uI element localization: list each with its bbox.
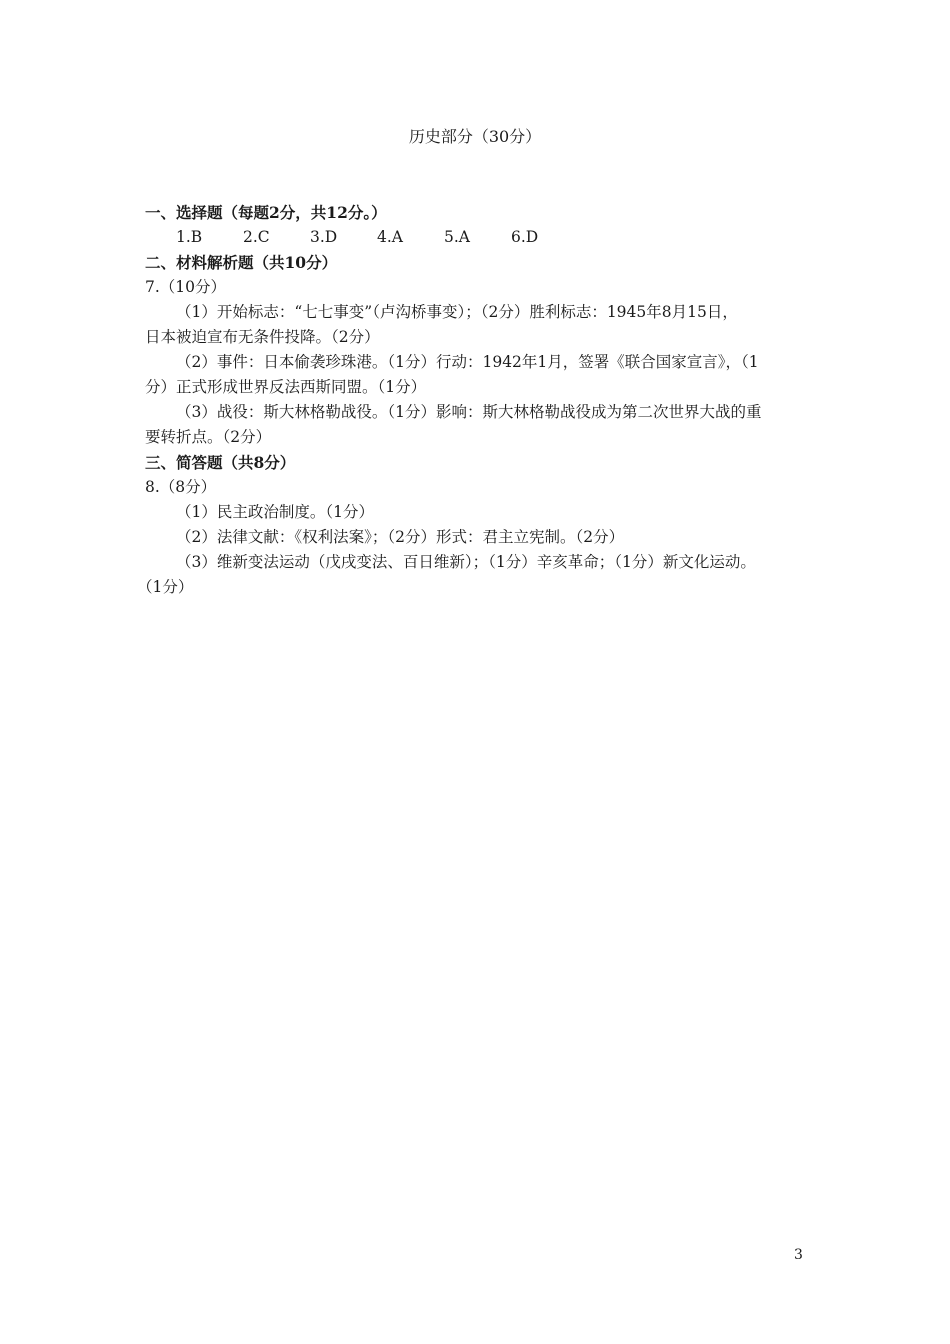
q7-part1-line2: 日本被迫宣布无条件投降。（2分） [145, 328, 380, 346]
q7-part1-line1: （1）开始标志：“七七事变”（卢沟桥事变）；（2分）胜利标志：1945年8月15日， [176, 303, 738, 321]
answer-content [137, 200, 813, 600]
q8-part2: （2）法律文献：《权利法案》；（2分）形式：君主立宪制。（2分） [176, 528, 625, 546]
answer-6: 6.D [511, 228, 539, 246]
q8-part3-line1: （3）维新变法运动（戊戌变法、百日维新）；（1分）辛亥革命；（1分）新文化运动。 [176, 553, 756, 571]
question-8-label: 8.（8分） [145, 478, 217, 496]
section1-heading: 一、选择题（每题2分，共12分。） [145, 203, 387, 222]
q8-part1: （1）民主政治制度。（1分） [176, 503, 374, 521]
q8-part3-line2: （1分） [137, 578, 194, 596]
q7-part3-line1: （3）战役：斯大林格勒战役。（1分）影响：斯大林格勒战役成为第二次世界大战的重 [176, 403, 762, 421]
q7-part2-line2: 分）正式形成世界反法西斯同盟。（1分） [145, 378, 427, 396]
answer-2: 2.C [243, 228, 270, 246]
q7-part2-line1: （2）事件：日本偷袭珍珠港。（1分）行动：1942年1月，签署《联合国家宣言》，（1 [176, 353, 759, 371]
page-number: 3 [794, 1247, 803, 1263]
choice-answers [145, 225, 813, 250]
page-title: 历史部分（30分） [408, 127, 542, 146]
question-7-label: 7.（10分） [145, 278, 227, 296]
section3-heading: 三、简答题（共8分） [145, 453, 296, 472]
section2-heading: 二、材料解析题（共10分） [145, 253, 338, 272]
answer-1: 1.B [176, 228, 203, 246]
answer-4: 4.A [377, 228, 403, 246]
answer-5: 5.A [444, 228, 470, 246]
answer-3: 3.D [310, 228, 338, 246]
q7-part3-line2: 要转折点。（2分） [145, 428, 272, 446]
